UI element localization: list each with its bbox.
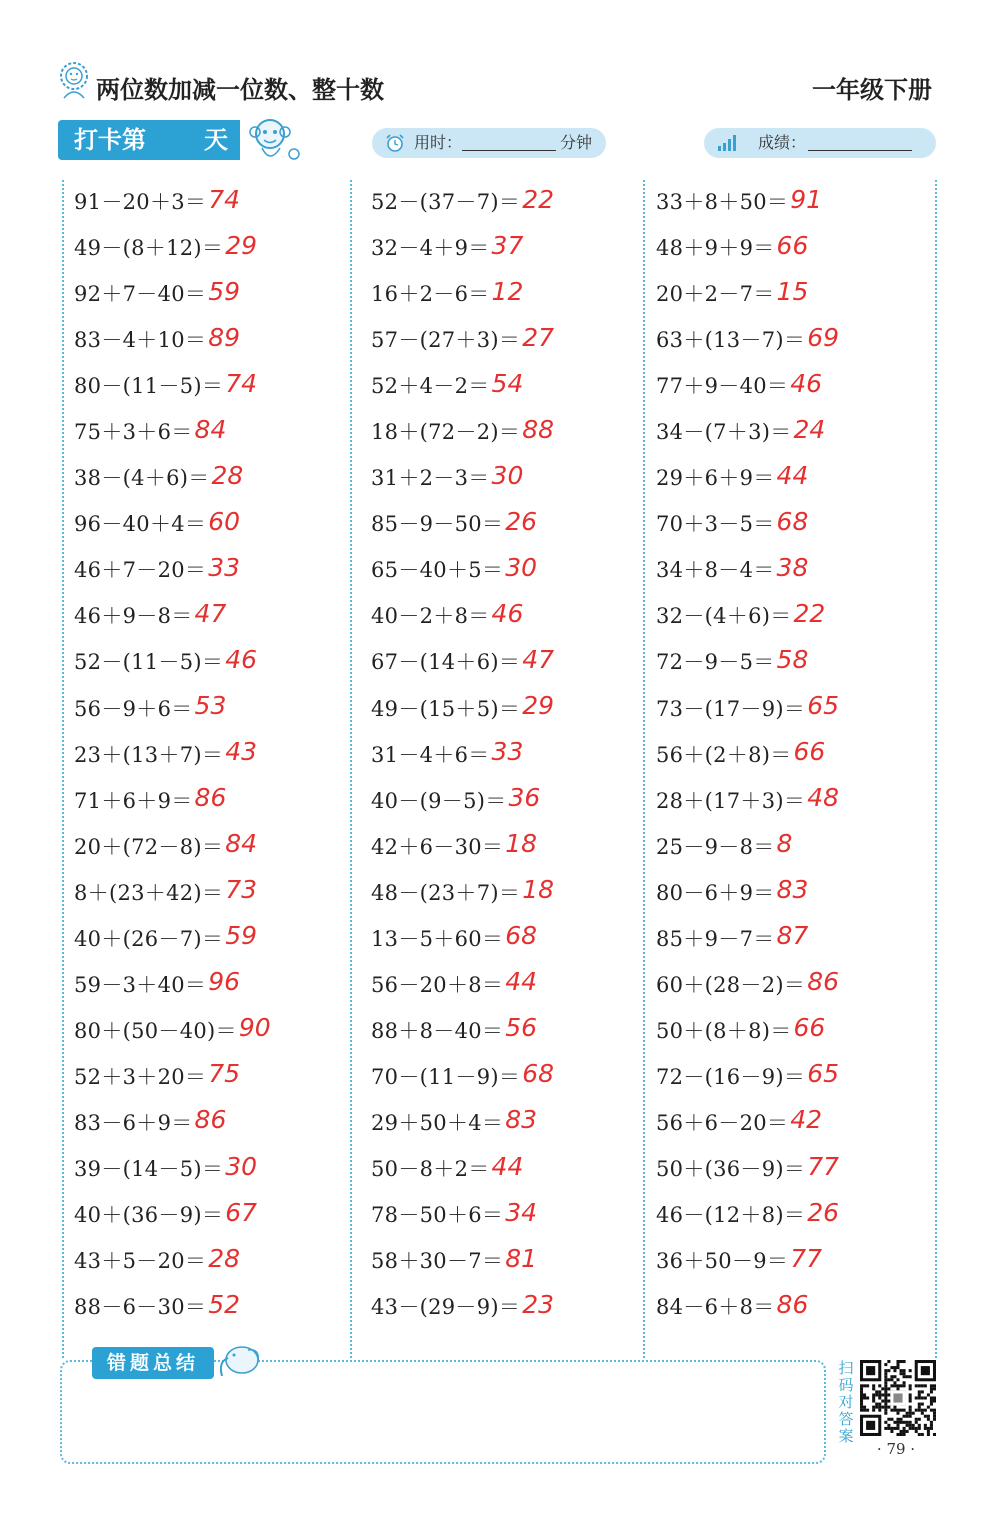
handwritten-answer[interactable]: 83 — [505, 1105, 538, 1135]
problem-row — [74, 915, 344, 961]
problem-expression: 75＋3＋6＝ — [74, 420, 193, 445]
problem-row — [74, 1237, 344, 1283]
problem-expression: 23＋(13＋7)＝ — [74, 742, 224, 767]
problem-expression: 85＋9－7＝ — [656, 926, 775, 951]
bar-chart-icon — [716, 133, 738, 153]
problem-row — [74, 1007, 344, 1053]
problem-expression: 34＋8－4＝ — [656, 558, 775, 583]
handwritten-answer[interactable]: 89 — [208, 322, 241, 352]
page-number: · 79 · — [876, 1440, 916, 1458]
problem-expression: 56－20＋8＝ — [371, 972, 504, 997]
problem-row — [371, 915, 641, 961]
problem-row — [656, 1237, 926, 1283]
handwritten-answer[interactable]: 68 — [776, 506, 809, 536]
problem-expression: 40＋(26－7)＝ — [74, 926, 224, 951]
handwritten-answer[interactable]: 36 — [508, 783, 541, 813]
handwritten-answer[interactable]: 86 — [807, 967, 840, 997]
problem-expression: 18＋(72－2)＝ — [371, 420, 521, 445]
problem-row — [656, 731, 926, 777]
problem-row — [656, 915, 926, 961]
problem-expression: 40－(9－5)＝ — [371, 788, 507, 813]
problem-row — [371, 1145, 641, 1191]
time-blank[interactable] — [462, 150, 556, 151]
problem-row — [656, 546, 926, 592]
handwritten-answer[interactable]: 33 — [491, 737, 524, 767]
problem-row — [656, 224, 926, 270]
handwritten-answer[interactable]: 86 — [776, 1289, 809, 1319]
handwritten-answer[interactable]: 30 — [505, 552, 538, 582]
problem-row — [656, 1099, 926, 1145]
problem-row — [371, 408, 641, 454]
problem-expression: 70＋3－5＝ — [656, 512, 775, 537]
problem-row — [371, 1283, 641, 1329]
problem-row — [371, 1053, 641, 1099]
problem-row — [371, 546, 641, 592]
handwritten-answer[interactable]: 47 — [194, 598, 227, 628]
problem-row — [371, 224, 641, 270]
handwritten-answer[interactable]: 59 — [208, 276, 241, 306]
problem-expression: 29＋6＋9＝ — [656, 466, 775, 491]
problem-expression: 58＋30－7＝ — [371, 1249, 504, 1274]
handwritten-answer[interactable]: 18 — [505, 829, 538, 859]
handwritten-answer[interactable]: 96 — [208, 967, 241, 997]
problem-row — [74, 1145, 344, 1191]
problem-expression: 49－(15＋5)＝ — [371, 696, 521, 721]
handwritten-answer[interactable]: 59 — [225, 921, 258, 951]
problem-expression: 43＋5－20＝ — [74, 1249, 207, 1274]
handwritten-answer[interactable]: 53 — [194, 691, 227, 721]
checkin-right-text: 天 — [204, 126, 228, 154]
problem-expression: 52－(11－5)＝ — [74, 650, 224, 675]
handwritten-answer[interactable]: 29 — [225, 230, 258, 260]
problem-expression: 56＋6－20＝ — [656, 1110, 789, 1135]
handwritten-answer[interactable]: 60 — [208, 506, 241, 536]
problem-row — [371, 454, 641, 500]
handwritten-answer[interactable]: 48 — [807, 783, 840, 813]
handwritten-answer[interactable]: 22 — [522, 184, 555, 214]
problem-row — [371, 178, 641, 224]
handwritten-answer[interactable]: 44 — [776, 460, 809, 490]
qr-caption: 扫码对答案 — [838, 1359, 854, 1445]
problem-row — [656, 1007, 926, 1053]
problem-expression: 42＋6－30＝ — [371, 834, 504, 859]
problem-expression: 38－(4＋6)＝ — [74, 466, 210, 491]
handwritten-answer[interactable]: 46 — [491, 598, 524, 628]
problem-row — [74, 1099, 344, 1145]
problem-row — [371, 685, 641, 731]
problem-row — [74, 869, 344, 915]
handwritten-answer[interactable]: 91 — [790, 184, 823, 214]
handwritten-answer[interactable]: 26 — [505, 506, 538, 536]
handwritten-answer[interactable]: 46 — [790, 368, 823, 398]
problem-row — [74, 777, 344, 823]
handwritten-answer[interactable]: 52 — [208, 1289, 241, 1319]
handwritten-answer[interactable]: 37 — [491, 230, 524, 260]
problem-column-1 — [74, 178, 344, 1329]
lion-icon — [56, 60, 92, 100]
handwritten-answer[interactable]: 23 — [522, 1289, 555, 1319]
handwritten-answer[interactable]: 83 — [776, 875, 809, 905]
problem-expression: 39－(14－5)＝ — [74, 1157, 224, 1181]
problem-row — [74, 546, 344, 592]
problem-expression: 96－40＋4＝ — [74, 512, 207, 537]
elephant-icon — [214, 1340, 268, 1380]
problem-row — [656, 685, 926, 731]
handwritten-answer[interactable]: 73 — [225, 875, 258, 905]
problem-row — [74, 270, 344, 316]
problem-expression: 31＋2－3＝ — [371, 466, 490, 491]
problem-expression: 72－9－5＝ — [656, 650, 775, 675]
checkin-left-text: 打卡第 — [74, 126, 146, 154]
problem-expression: 43－(29－9)＝ — [371, 1295, 521, 1320]
problem-row — [656, 178, 926, 224]
alarm-clock-icon — [384, 133, 406, 153]
problem-expression: 33＋8＋50＝ — [656, 190, 789, 215]
handwritten-answer[interactable]: 88 — [522, 414, 555, 444]
time-field[interactable] — [372, 128, 606, 158]
problem-row — [371, 961, 641, 1007]
handwritten-answer[interactable]: 34 — [505, 1197, 538, 1227]
time-unit: 分钟 — [560, 133, 593, 152]
problem-expression: 31－4＋6＝ — [371, 742, 490, 767]
problem-row — [74, 408, 344, 454]
problem-row — [656, 823, 926, 869]
problem-row — [371, 316, 641, 362]
problem-expression: 46＋7－20＝ — [74, 558, 207, 583]
handwritten-answer[interactable]: 77 — [790, 1243, 823, 1273]
problem-row — [371, 1007, 641, 1053]
problem-expression: 52＋3＋20＝ — [74, 1064, 207, 1089]
problem-column-2 — [371, 178, 641, 1329]
problem-row — [74, 1053, 344, 1099]
handwritten-answer[interactable]: 65 — [807, 1059, 840, 1089]
problem-row — [371, 638, 641, 684]
handwritten-answer[interactable]: 66 — [793, 1013, 826, 1043]
problem-row — [656, 1145, 926, 1191]
problem-expression: 80＋(50－40)＝ — [74, 1018, 237, 1043]
handwritten-answer[interactable]: 69 — [807, 322, 840, 352]
problem-row — [656, 454, 926, 500]
problem-expression: 40＋(36－9)＝ — [74, 1203, 224, 1228]
problem-row — [371, 823, 641, 869]
problem-expression: 34－(7＋3)＝ — [656, 420, 792, 445]
handwritten-answer[interactable]: 28 — [208, 1243, 241, 1273]
problem-row — [74, 685, 344, 731]
problem-row — [371, 270, 641, 316]
problem-row — [371, 1099, 641, 1145]
problem-expression: 20＋(72－8)＝ — [74, 834, 224, 859]
problem-row — [656, 362, 926, 408]
problem-row — [371, 777, 641, 823]
handwritten-answer[interactable]: 15 — [776, 276, 809, 306]
problem-expression: 50＋(8＋8)＝ — [656, 1018, 792, 1043]
problem-row — [371, 869, 641, 915]
grade-label: 一年级下册 — [812, 76, 932, 104]
column-divider — [62, 180, 64, 1358]
column-divider — [350, 180, 352, 1358]
handwritten-answer[interactable]: 47 — [522, 644, 555, 674]
handwritten-answer[interactable]: 67 — [225, 1197, 258, 1227]
handwritten-answer[interactable]: 58 — [776, 644, 809, 674]
problem-row — [74, 592, 344, 638]
handwritten-answer[interactable]: 38 — [776, 552, 809, 582]
qr-code-icon[interactable] — [860, 1360, 936, 1436]
handwritten-answer[interactable]: 44 — [491, 1151, 524, 1181]
problem-row — [656, 316, 926, 362]
handwritten-answer[interactable]: 44 — [505, 967, 538, 997]
problem-row — [74, 316, 344, 362]
problem-expression: 65－40＋5＝ — [371, 558, 504, 583]
handwritten-answer[interactable]: 12 — [491, 276, 524, 306]
problem-expression: 78－50＋6＝ — [371, 1203, 504, 1228]
time-label: 用时： — [414, 133, 463, 152]
problem-expression: 73－(17－9)＝ — [656, 696, 806, 721]
handwritten-answer[interactable]: 66 — [776, 230, 809, 260]
problem-expression: 88－6－30＝ — [74, 1295, 207, 1320]
problem-expression: 83－6＋9＝ — [74, 1110, 193, 1135]
problem-expression: 28＋(17＋3)＝ — [656, 788, 806, 813]
handwritten-answer[interactable]: 74 — [225, 368, 258, 398]
problem-row — [371, 500, 641, 546]
problem-expression: 48＋9＋9＝ — [656, 236, 775, 261]
problem-expression: 52＋4－2＝ — [371, 374, 490, 399]
handwritten-answer[interactable]: 30 — [225, 1151, 258, 1181]
handwritten-answer[interactable]: 90 — [238, 1013, 271, 1043]
handwritten-answer[interactable]: 86 — [194, 783, 227, 813]
handwritten-answer[interactable]: 68 — [505, 921, 538, 951]
handwritten-answer[interactable]: 84 — [225, 829, 258, 859]
handwritten-answer[interactable]: 86 — [194, 1105, 227, 1135]
problem-expression: 80－(11－5)＝ — [74, 374, 224, 399]
problem-expression: 84－6＋8＝ — [656, 1295, 775, 1320]
handwritten-answer[interactable]: 77 — [807, 1151, 840, 1181]
handwritten-answer[interactable]: 87 — [776, 921, 809, 951]
handwritten-answer[interactable]: 30 — [491, 460, 524, 490]
checkin-banner — [58, 120, 240, 160]
problem-row — [656, 1053, 926, 1099]
problem-expression: 50－8＋2＝ — [371, 1157, 490, 1181]
problem-expression: 56－9＋6＝ — [74, 696, 193, 721]
problem-expression: 32－(4＋6)＝ — [656, 604, 792, 629]
problem-expression: 56＋(2＋8)＝ — [656, 742, 792, 767]
problem-expression: 59－3＋40＝ — [74, 972, 207, 997]
problem-expression: 72－(16－9)＝ — [656, 1064, 806, 1089]
problem-row — [371, 362, 641, 408]
problem-row — [74, 454, 344, 500]
problem-row — [371, 731, 641, 777]
monkey-icon — [244, 114, 304, 168]
problem-row — [656, 777, 926, 823]
problem-row — [74, 638, 344, 684]
problem-row — [656, 961, 926, 1007]
handwritten-answer[interactable]: 42 — [790, 1105, 823, 1135]
column-divider — [935, 180, 937, 1358]
handwritten-answer[interactable]: 29 — [522, 691, 555, 721]
problem-expression: 48－(23＋7)＝ — [371, 880, 521, 905]
page-title: 两位数加减一位数、整十数 — [96, 76, 384, 104]
handwritten-answer[interactable]: 18 — [522, 875, 555, 905]
score-field[interactable] — [704, 128, 936, 158]
column-divider — [643, 180, 645, 1358]
handwritten-answer[interactable]: 24 — [793, 414, 826, 444]
handwritten-answer[interactable]: 65 — [807, 691, 840, 721]
handwritten-answer[interactable]: 81 — [505, 1243, 538, 1273]
handwritten-answer[interactable]: 46 — [225, 644, 258, 674]
problem-row — [74, 224, 344, 270]
problem-row — [74, 823, 344, 869]
problem-expression: 80－6＋9＝ — [656, 880, 775, 905]
problem-row — [74, 731, 344, 777]
handwritten-answer[interactable]: 28 — [211, 460, 244, 490]
problem-expression: 63＋(13－7)＝ — [656, 328, 806, 353]
problem-expression: 49－(8＋12)＝ — [74, 236, 224, 261]
problem-expression: 46－(12＋8)＝ — [656, 1203, 806, 1228]
problem-row — [74, 1283, 344, 1329]
problem-row — [74, 500, 344, 546]
problem-expression: 83－4＋10＝ — [74, 328, 207, 353]
handwritten-answer[interactable]: 8 — [776, 829, 793, 859]
problem-expression: 70－(11－9)＝ — [371, 1064, 521, 1089]
problem-column-3 — [656, 178, 926, 1329]
problem-expression: 50＋(36－9)＝ — [656, 1157, 806, 1181]
problem-expression: 92＋7－40＝ — [74, 282, 207, 307]
score-blank[interactable] — [808, 150, 912, 151]
problem-row — [74, 362, 344, 408]
handwritten-answer[interactable]: 66 — [793, 737, 826, 767]
problem-row — [656, 270, 926, 316]
problem-expression: 25－9－8＝ — [656, 834, 775, 859]
problem-expression: 16＋2－6＝ — [371, 282, 490, 307]
problem-row — [656, 500, 926, 546]
problem-row — [74, 178, 344, 224]
problem-row — [656, 592, 926, 638]
handwritten-answer[interactable]: 74 — [208, 184, 241, 214]
problem-row — [371, 1191, 641, 1237]
problem-row — [656, 408, 926, 454]
problem-row — [656, 638, 926, 684]
handwritten-answer[interactable]: 54 — [491, 368, 524, 398]
handwritten-answer[interactable]: 26 — [807, 1197, 840, 1227]
problem-row — [656, 1191, 926, 1237]
score-label: 成绩： — [758, 133, 807, 152]
handwritten-answer[interactable]: 75 — [208, 1059, 241, 1089]
problem-expression: 60＋(28－2)＝ — [656, 972, 806, 997]
problem-expression: 91－20＋3＝ — [74, 190, 207, 215]
problem-expression: 52－(37－7)＝ — [371, 190, 521, 215]
handwritten-answer[interactable]: 22 — [793, 598, 826, 628]
problem-expression: 32－4＋9＝ — [371, 236, 490, 261]
handwritten-answer[interactable]: 68 — [522, 1059, 555, 1089]
handwritten-answer[interactable]: 33 — [208, 552, 241, 582]
problem-expression: 57－(27＋3)＝ — [371, 328, 521, 353]
problem-row — [656, 869, 926, 915]
problem-expression: 29＋50＋4＝ — [371, 1110, 504, 1135]
handwritten-answer[interactable]: 43 — [225, 737, 258, 767]
problem-row — [656, 1283, 926, 1329]
problem-expression: 67－(14＋6)＝ — [371, 650, 521, 675]
problem-row — [371, 592, 641, 638]
problem-expression: 20＋2－7＝ — [656, 282, 775, 307]
handwritten-answer[interactable]: 56 — [505, 1013, 538, 1043]
problem-expression: 13－5＋60＝ — [371, 926, 504, 951]
problem-row — [74, 1191, 344, 1237]
problem-expression: 46＋9－8＝ — [74, 604, 193, 629]
problem-expression: 36＋50－9＝ — [656, 1249, 789, 1274]
problem-expression: 88＋8－40＝ — [371, 1018, 504, 1043]
problem-expression: 8＋(23＋42)＝ — [74, 880, 224, 905]
error-summary-label: 错题总结 — [92, 1347, 214, 1379]
problem-expression: 85－9－50＝ — [371, 512, 504, 537]
handwritten-answer[interactable]: 84 — [194, 414, 227, 444]
problem-expression: 77＋9－40＝ — [656, 374, 789, 399]
problem-expression: 71＋6＋9＝ — [74, 788, 193, 813]
problem-row — [74, 961, 344, 1007]
problem-row — [371, 1237, 641, 1283]
handwritten-answer[interactable]: 27 — [522, 322, 555, 352]
problem-expression: 40－2＋8＝ — [371, 604, 490, 629]
